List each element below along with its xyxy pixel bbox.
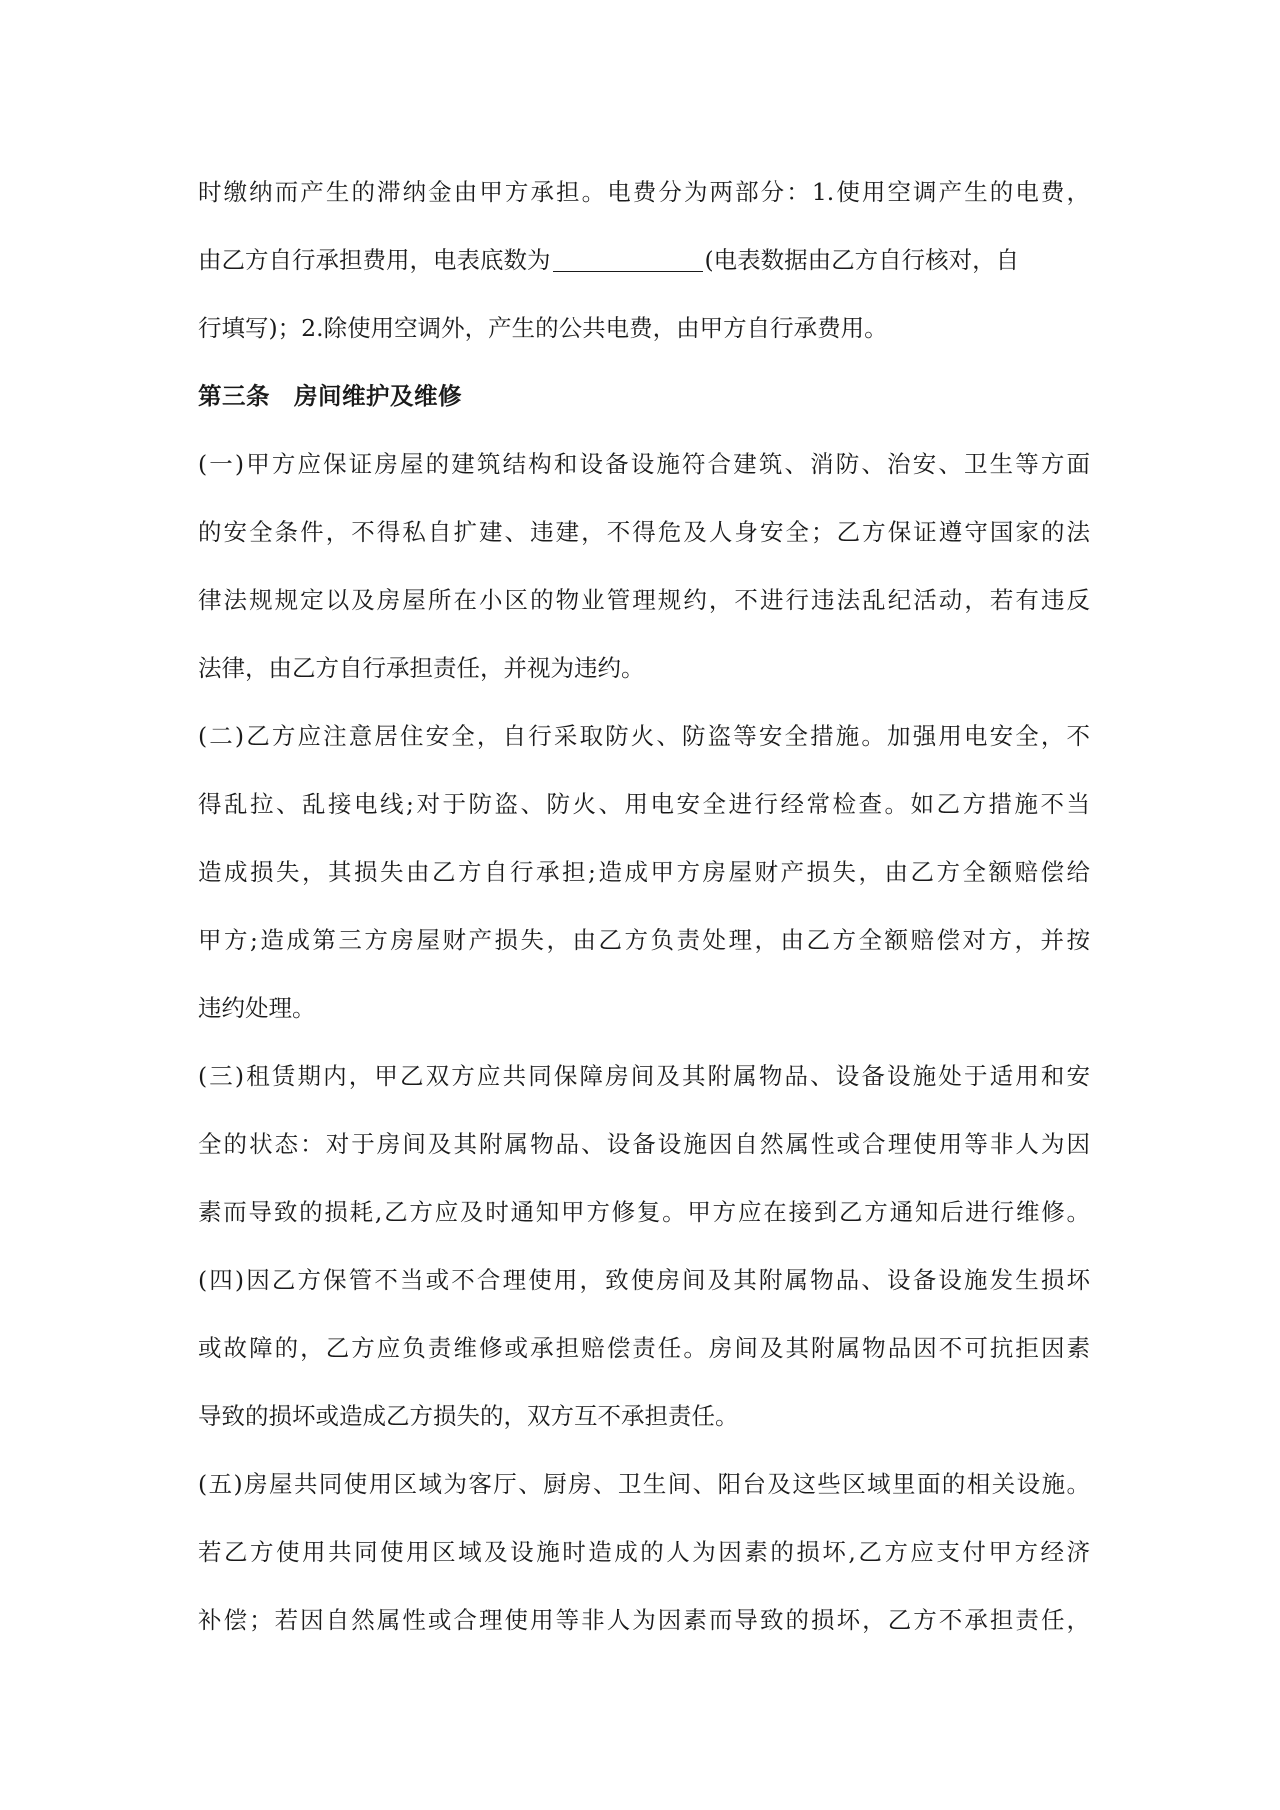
text-line: 素而导致的损耗,乙方应及时通知甲方修复。甲方应在接到乙方通知后进行维修。 [198,1198,1090,1226]
meter-reading-blank [553,247,703,272]
text-line: 违约处理。 [198,994,316,1022]
text-line: (五)房屋共同使用区域为客厅、厨房、卫生间、阳台及这些区域里面的相关设施。 [198,1470,1090,1498]
section-heading: 第三条 房间维护及维修 [198,382,462,410]
text-line: 补偿；若因自然属性或合理使用等非人为因素而导致的损坏，乙方不承担责任， [198,1606,1090,1634]
text-line: 法律，由乙方自行承担责任，并视为违约。 [198,654,645,682]
text-line: (一)甲方应保证房屋的建筑结构和设备设施符合建筑、消防、治安、卫生等方面 [198,450,1090,478]
text-line: 全的状态：对于房间及其附属物品、设备设施因自然属性或合理使用等非人为因 [198,1130,1090,1158]
text-line: 律法规规定以及房屋所在小区的物业管理规约，不进行违法乱纪活动，若有违反 [198,586,1090,614]
text-line: 或故障的，乙方应负责维修或承担赔偿责任。房间及其附属物品因不可抗拒因素 [198,1334,1090,1362]
text-line: 若乙方使用共同使用区域及设施时造成的人为因素的损坏,乙方应支付甲方经济 [198,1538,1090,1566]
text-segment: (电表数据由乙方自行核对，自 [704,246,1020,274]
text-line: 造成损失，其损失由乙方自行承担;造成甲方房屋财产损失，由乙方全额赔偿给 [198,858,1090,886]
text-line-with-blank [198,226,1090,294]
text-line: (四)因乙方保管不当或不合理使用，致使房间及其附属物品、设备设施发生损坏 [198,1266,1090,1294]
text-segment: 由乙方自行承担费用，电表底数为 [198,246,551,274]
text-line: 时缴纳而产生的滞纳金由甲方承担。电费分为两部分：1.使用空调产生的电费， [198,178,1090,206]
text-line: 的安全条件，不得私自扩建、违建，不得危及人身安全；乙方保证遵守国家的法 [198,518,1090,546]
text-line: 行填写)；2.除使用空调外，产生的公共电费，由甲方自行承费用。 [198,314,888,342]
text-line: (二)乙方应注意居住安全，自行采取防火、防盗等安全措施。加强用电安全，不 [198,722,1090,750]
document-body [198,158,1090,1654]
text-line: 甲方;造成第三方房屋财产损失，由乙方负责处理，由乙方全额赔偿对方，并按 [198,926,1090,954]
text-line: 导致的损坏或造成乙方损失的，双方互不承担责任。 [198,1402,739,1430]
text-line: 得乱拉、乱接电线;对于防盗、防火、用电安全进行经常检查。如乙方措施不当 [198,790,1090,818]
text-line: (三)租赁期内，甲乙双方应共同保障房间及其附属物品、设备设施处于适用和安 [198,1062,1090,1090]
